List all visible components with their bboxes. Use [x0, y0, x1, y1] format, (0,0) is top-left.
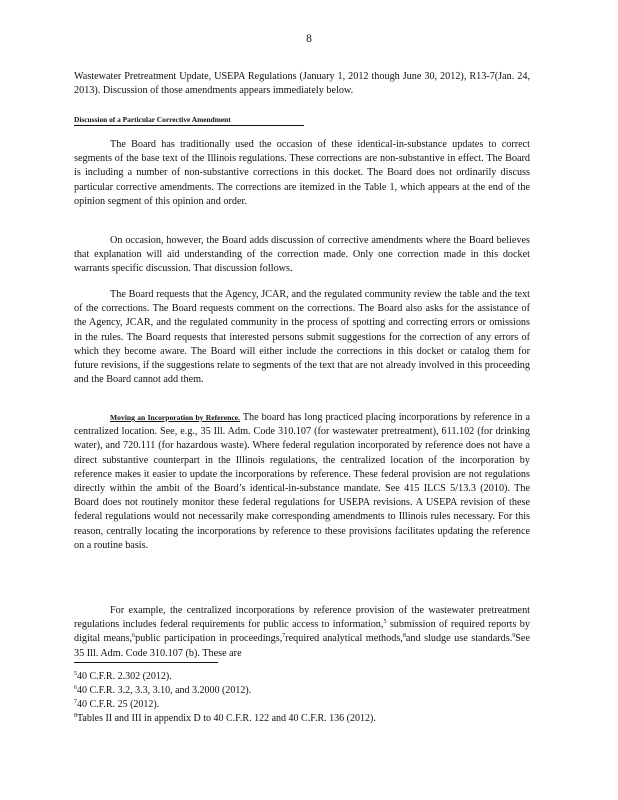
example-text-e: and sludge use standards. [405, 633, 513, 645]
paragraph-corrections: The Board has traditionally used the occasion of these identical-in-substance updates to correct segments of the base text of the Illinois regulations. These corrections are non-substantive in effect. The Board is including a number of non-substantive corrections in this docket. The Board does not ordinarily discuss particular corrective amendments. The corrections are itemized in the Table 1, which appears at the end of the opinion segment of this opinion and order. [74, 139, 530, 207]
paragraph-incorporation-text: The board has long practiced placing incorporations by reference in a centralized location. See, e.g., 35 Ill. Adm. Code 310.107 (for wastewater pretreatment), 611.102 (for drinking water), and 720.111 (for hazardous waste). Where federal regulation incorporated by reference does not have a direct substantive counterpart in the Illinois regulations, the centralized location of the incorporation by reference makes it easier to update the incorporations by reference. These federal provision are not regulations directly within the ambit of the Board’s identical-in-substance mandate. See 415 ILCS 5/13.3 (2010). The Board does not routinely monitor these federal regulations for USEPA revisions. A USEPA revision of these federal regulations would not necessarily make corresponding amendments to Illinois rules necessary. For this reason, centrally locating the incorporations by reference to these provisions facilitates updating the reference on a routine basis. [74, 412, 530, 551]
example-text-d: required analytical methods, [285, 633, 403, 645]
page-number: 8 [306, 33, 312, 45]
footnote-ref-5[interactable]: 5 [383, 619, 387, 626]
example-text-b: submission of required reports by digital means, [74, 619, 530, 645]
footnote-6: $^6$40 C.F.R. 3.2, 3.3, 3.10, and 3.2000 (2012). [74, 685, 252, 696]
footnote-7: $^7$40 C.F.R. 25 (2012). [74, 699, 160, 710]
section-heading: Discussion of a Particular Corrective Amendment [74, 115, 304, 126]
footnote-5: $^5$40 C.F.R. 2.302 (2012). [74, 671, 172, 682]
paragraph-discussion: On occasion, however, the Board adds discussion of corrective amendments where the Board believes that explanation will aid understanding of the correction made. Only one correction made in this docket warrants specific discussion. That discussion follows. [74, 235, 530, 275]
paragraph-continuation: Wastewater Pretreatment Update, USEPA Regulations (January 1, 2012 though June 30, 2012), R13-7(Jan. 24, 2013). Discussion of those amendments appears immediately below. [74, 71, 530, 97]
paragraph-incorporation [74, 411, 530, 553]
footnote-ref-9[interactable]: 9 [512, 633, 516, 640]
footnote-ref-7[interactable]: 7 [282, 633, 286, 640]
footnote-8: $^8$Tables II and III in appendix D to 40 C.F.R. 122 and 40 C.F.R. 136 (2012). [74, 713, 376, 724]
footnote-ref-8[interactable]: 8 [402, 633, 406, 640]
example-text-a: For example, the centralized incorporations by reference provision of the wastewater pretreatment regulations includes federal requirements for public access to information, [74, 605, 530, 631]
paragraph-example [74, 604, 530, 661]
example-text-c: public participation in proceedings, [135, 633, 283, 645]
paragraph-request-comments: The Board requests that the Agency, JCAR, and the regulated community review the table and the text of the corrections. The Board requests comment on the corrections. The Board also asks for the assistance of the Agency, JCAR, and the regulated community in the process of spotting and correcting errors or omissions in the rules. The Board requests that interested persons submit suggestions for the correction of any errors of which they become aware. The Board will either include the corrections in this docket or catalog them for future revisions, if the suggestions relate to segments of the text that are not already involved in this proceeding and the Board cannot add them. [74, 289, 530, 386]
footnote-divider [74, 662, 218, 663]
subsection-heading: Moving an Incorporation by Reference. [110, 413, 241, 422]
example-text-f: See 35 Ill. Adm. Code 310.107 (b). These are [74, 633, 530, 659]
footnote-ref-6[interactable]: 6 [132, 633, 136, 640]
